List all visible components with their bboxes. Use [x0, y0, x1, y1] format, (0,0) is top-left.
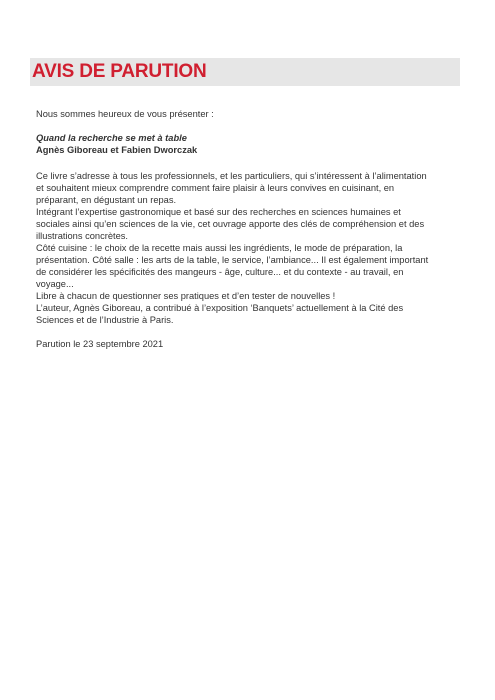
- page-title: AVIS DE PARUTION: [32, 61, 207, 82]
- intro-text: Nous sommes heureux de vous présenter :: [36, 109, 214, 119]
- announcement-body: [36, 108, 436, 350]
- book-authors: Agnès Giboreau et Fabien Dworczak: [36, 145, 198, 155]
- paragraph: Ce livre s’adresse à tous les professionnels, et les particuliers, qui s’intéressent à l’alimentation et souhaitent mieux comprendre comment faire plaisir à leurs convives en cuisinant, en préparant, en dégustant un repas.: [36, 171, 427, 205]
- paragraph: Côté cuisine : le choix de la recette mais aussi les ingrédients, le mode de préparation, la présentation. Côté salle : les arts de la table, le service, l’ambiance... Il est également important de considérer les spécificités des mangeurs - âge, culture... et du contexte - au travail, en voyage...: [36, 243, 429, 289]
- book-title: Quand la recherche se met à table: [36, 133, 187, 143]
- publication-date: Parution le 23 septembre 2021: [36, 339, 164, 349]
- paragraph: Libre à chacun de questionner ses pratiques et d’en tester de nouvelles !: [36, 291, 336, 301]
- paragraph: Intégrant l’expertise gastronomique et basé sur des recherches en sciences humaines et sociales ainsi qu’en sciences de la vie, cet ouvrage apporte des clés de compréhension et des illustrations concrètes.: [36, 207, 425, 241]
- paragraph: L’auteur, Agnès Giboreau, a contribué à l’exposition ‘Banquets’ actuellement à la Cité des Sciences et de l’Industrie à Paris.: [36, 303, 404, 325]
